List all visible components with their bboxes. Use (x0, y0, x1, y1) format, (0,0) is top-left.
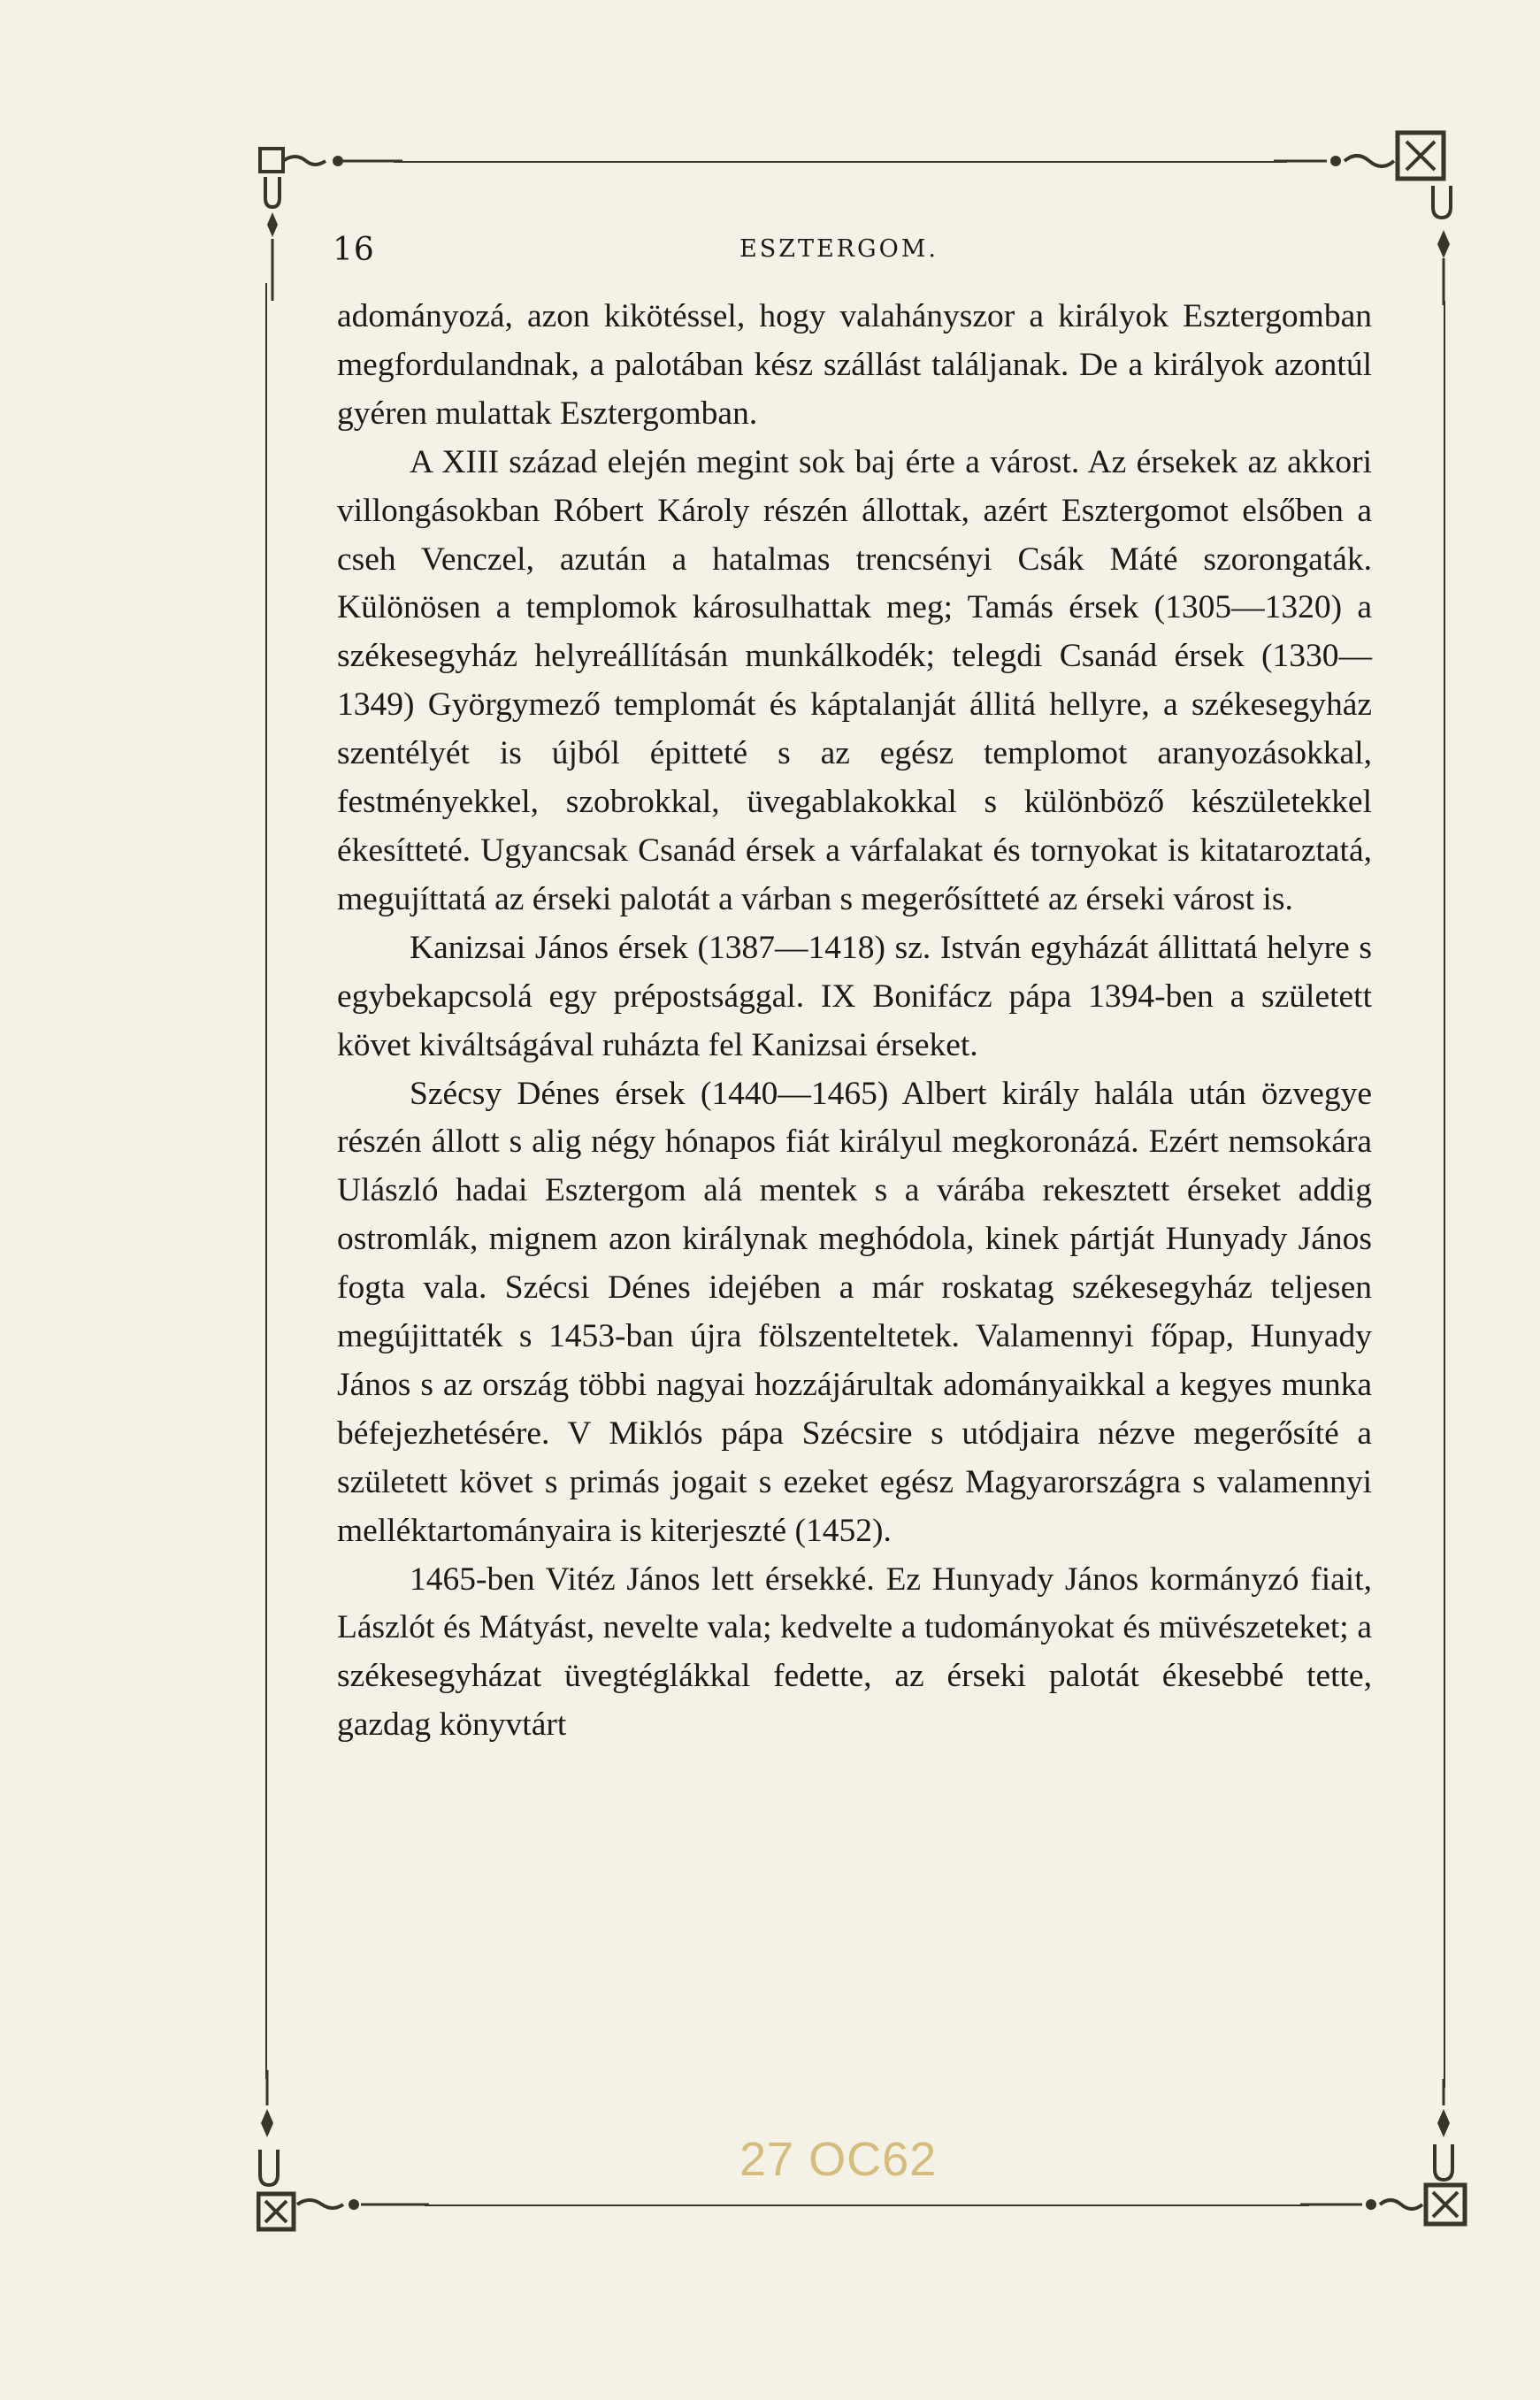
library-stamp: 27 OC62 (739, 2133, 938, 2186)
bottom-left-ornament-icon (257, 2070, 433, 2238)
running-head: ESZTERGOM. (739, 235, 939, 263)
paragraph: Kanizsai János érsek (1387—1418) sz. István egyházát állittatá helyre s egybekapcsolá egy prépostsággal. IX Bonifácz pápa 1394-ben a született követ kiváltságával ruházta fel Kanizsai érseket. (337, 929, 1372, 1063)
top-rule (394, 161, 1287, 163)
right-border-line (1444, 301, 1445, 2088)
paragraph-continuation: adományozá, azon kikötéssel, hogy valahányszor a királyok Esztergomban megfordulandnak, a palotában kész szállást találjanak. De a királyok azontúl gyéren mulattak Esztergomban. (337, 298, 1372, 432)
bottom-rule (425, 2204, 1309, 2206)
body-text (337, 293, 1372, 1750)
paragraph: Szécsy Dénes érsek (1440—1465) Albert király halála után özvegye részén állott s alig négy hónapos fiát királyul megkoronázá. Ezért nemsokára Ulászló hadai Esztergom alá mentek s a várába rekesztett érseket addig ostromlák, mignem azon királynak meghódola, kinek pártját Hunyady János fogta vala. Szécsi Dénes idejében a már roskatag székesegyház teljesen megújittaték s 1453-ban újra fölszenteltetek. Valamennyi főpap, Hunyady János s az ország többi nagyai hozzájárultak adományaikkal a kegyes munka béfejezhetésére. V Miklós pápa Szécsire s utódjaira nézve megerősíté a született követ s primás jogait s ezeket egész Magyarországra s valamennyi melléktartományaira is kiterjeszté (1452). (337, 1075, 1372, 1549)
top-right-ornament-icon (1274, 124, 1468, 310)
top-left-ornament-icon (257, 142, 407, 310)
page-number: 16 (333, 232, 375, 268)
paragraph: A XIII század elején megint sok baj érte a várost. Az érsekek az akkori villongásokban Róbert Károly részén állottak, azért Esztergomot elsőben a cseh Venczel, azután a hatalmas trencsényi Csák Máté szorongaták. Különösen a templomok károsulhattak meg; Tamás érsek (1305—1320) a székesegyház helyreállításán munkálkodék; telegdi Csanád érsek (1330—1349) Györgymező templomát és káptalanját állitá hellyre, a székesegyház szentélyét is újból épitteté s az egész templomot aranyozásokkal, festményekkel, szobrokkal, üvegablakokkal s különböző készületekkel ékesítteté. Ugyancsak Csanád érsek a várfalakat és tornyokat is kitataroztatá, megujíttatá az érseki palotát a várban s megerősítteté az érseki várost is. (337, 443, 1372, 917)
left-border-line (265, 283, 267, 2079)
bottom-right-ornament-icon (1300, 2079, 1477, 2238)
paragraph: 1465-ben Vitéz János lett érsekké. Ez Hunyady János kormányzó fiait, Lászlót és Mátyást, nevelte vala; kedvelte a tudományokat és müvészeteket; a székesegyházat üvegtéglákkal fedette, az érseki palotát ékesebbé tette, gazdag könyvtárt (337, 1560, 1372, 1744)
